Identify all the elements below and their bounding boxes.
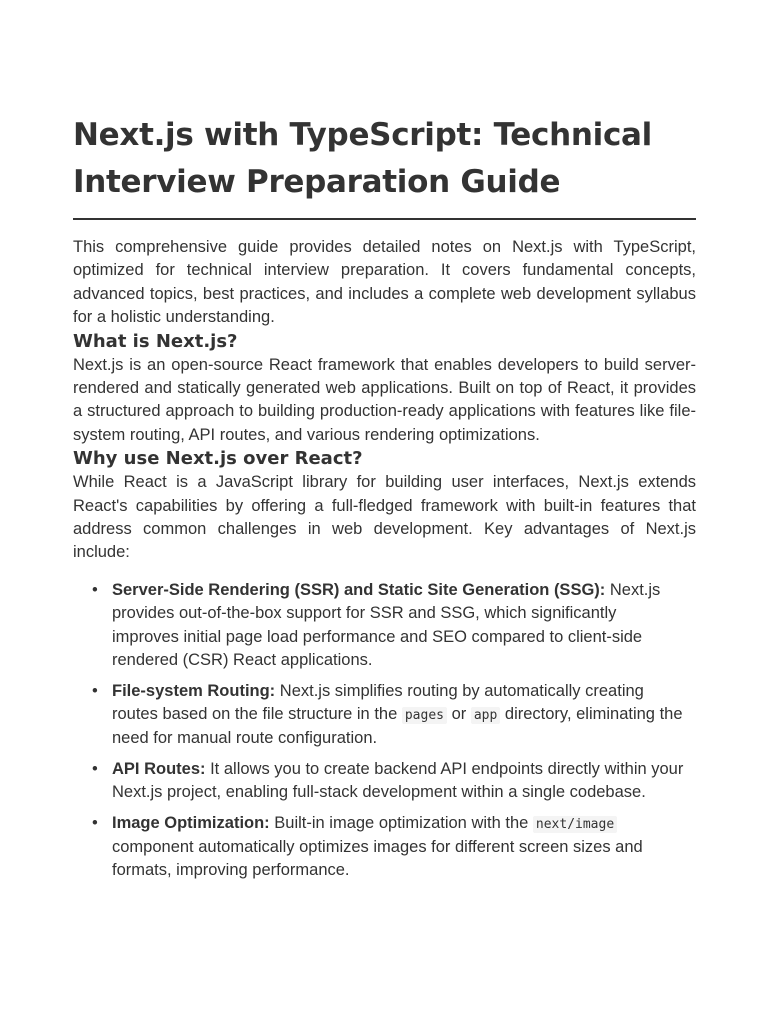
inline-code-pages: pages: [402, 707, 447, 724]
section-heading-why-use: Why use Next.js over React?: [73, 448, 363, 470]
list-item-text: or: [446, 704, 471, 723]
bullet-icon: •: [92, 759, 98, 778]
list-item-label: API Routes:: [112, 759, 206, 778]
list-item-ssr-ssg: [92, 579, 696, 673]
list-item-text: Built-in image optimization with the: [269, 813, 533, 832]
inline-code-app: app: [471, 707, 500, 724]
list-item-text: Next.js provides out-of-the-box support for SSR and SSG, which significantly improves initial page load performance and SEO compared to client-side rendered (CSR) React applications.: [112, 580, 661, 670]
bullet-icon: •: [92, 681, 98, 700]
list-item-text: component automatically optimizes images for different screen sizes and formats, improving performance.: [112, 837, 643, 880]
page-title: Next.js with TypeScript: Technical Interview Preparation Guide: [73, 112, 696, 220]
list-item-api-routes: [92, 758, 696, 805]
list-item-text: It allows you to create backend API endpoints directly within your Next.js project, enabling full-stack development within a single codebase.: [112, 759, 684, 802]
section-heading-what-is: What is Next.js?: [73, 330, 238, 352]
list-item-label: Image Optimization:: [112, 813, 270, 832]
advantages-list: [73, 579, 696, 883]
list-item-label: Server-Side Rendering (SSR) and Static Site Generation (SSG):: [112, 580, 606, 599]
list-item-text: Next.js simplifies routing by automatically creating routes based on the file structure in the: [112, 681, 644, 723]
inline-code-next-image: next/image: [533, 816, 617, 833]
document-page: [73, 112, 696, 890]
list-item-file-system-routing: [92, 680, 696, 751]
what-is-paragraph: Next.js is an open-source React framework that enables developers to build server-rendered and statically generated web applications. Built on top of React, it provides a structured approach to building production-ready applications with features like file-system routing, API routes, and various rendering optimizations.: [73, 355, 696, 444]
bullet-icon: •: [92, 580, 98, 599]
list-item-image-optimization: [92, 812, 696, 883]
list-item-label: File-system Routing:: [112, 681, 276, 700]
intro-paragraph: This comprehensive guide provides detailed notes on Next.js with TypeScript, optimized for technical interview preparation. It covers fundamental concepts, advanced topics, best practices, and includes a complete web development syllabus for a holistic understanding.: [73, 238, 696, 327]
bullet-icon: •: [92, 813, 98, 832]
list-item-text: directory, eliminating the need for manual route configuration.: [112, 704, 683, 748]
why-use-paragraph: While React is a JavaScript library for building user interfaces, Next.js extends React's capabilities by offering a full-fledged framework with built-in features that address common challenges in web development. Key advantages of Next.js include:: [73, 473, 696, 562]
